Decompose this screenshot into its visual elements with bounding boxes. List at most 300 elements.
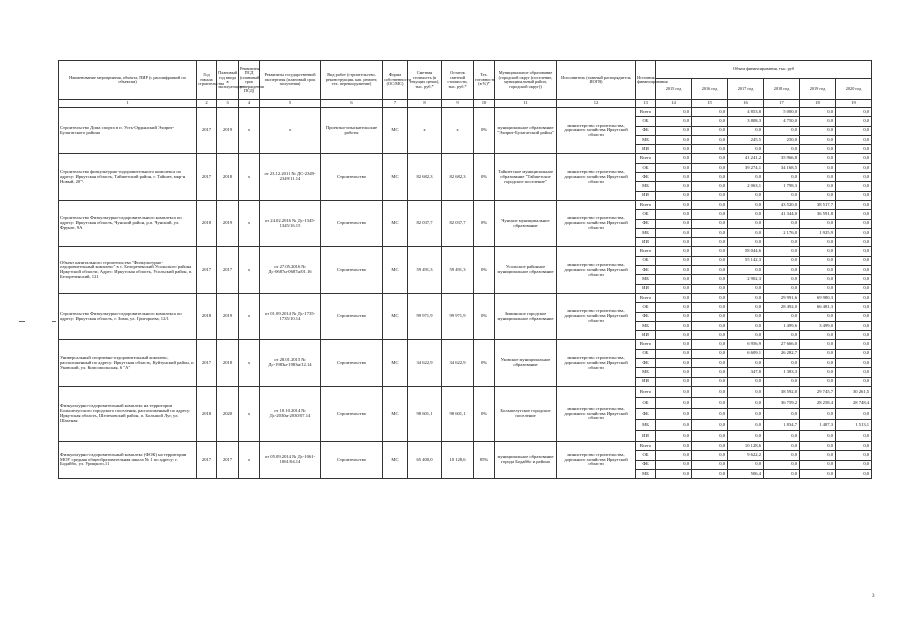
funding-value: 2 176,0 [764,228,800,237]
funding-value: 0,0 [764,359,800,368]
funding-source: МБ [636,419,656,430]
funding-value: 0,0 [656,173,692,182]
funding-value: 0,0 [728,408,764,419]
funding-value: 0,0 [800,135,836,144]
funding-value: 34 168,5 [764,163,800,172]
column-number: 10 [474,100,495,108]
funding-value: 0,0 [656,451,692,460]
funding-value: 0,0 [764,126,800,135]
funding-value: 0,0 [800,359,836,368]
funding-value: 0,0 [836,312,872,321]
header-source: Источник финансирования [636,61,656,100]
column-number: 6 [321,100,383,108]
funding-value: 0,0 [764,377,800,386]
funding-value: 2 063,1 [728,182,764,191]
municipality: Зиминское городское муниципальное образование [495,293,557,339]
funding-value: 69 980,3 [800,293,836,302]
expertise-value: от 27.05.2016 № Дс-0687н-0687н/01.16 [260,247,321,293]
funding-value: 0,0 [656,460,692,469]
funding-value: 0,0 [656,191,692,200]
funding-value: 0,0 [764,256,800,265]
funding-value: 0,0 [836,173,872,182]
funding-value: 0,0 [764,145,800,154]
header-estimate: Сметная стоимость (в текущих ценах), тыс. руб.* [408,61,442,100]
funding-value: 0,0 [656,368,692,377]
funding-value: 0,0 [800,182,836,191]
expertise-value: от 24.02.2016 № Дс-1345-1345/16.15 [260,200,321,246]
start-year: 2018 [197,293,217,339]
funding-value: 0,0 [692,419,728,430]
funding-value: 0,0 [692,108,728,117]
readiness: 0% [474,386,495,441]
funding-value: 0,0 [656,408,692,419]
funding-value: 506,4 [728,469,764,478]
header-start-year: Год начала строительства [197,61,217,100]
page-number: 3 [872,594,875,599]
remaining-cost: 34 622,9 [442,340,474,386]
funding-value: 0,0 [692,126,728,135]
funding-value: 28 748,4 [836,397,872,408]
funding-value: 0,0 [800,117,836,126]
funding-value: 0,0 [656,386,692,397]
funding-value: 9 622,2 [728,451,764,460]
municipality: Большелугское городское поселение [495,386,557,441]
funding-value: 0,0 [764,312,800,321]
estimate-cost: х [408,108,442,154]
start-year: 2017 [197,247,217,293]
table-row [59,247,872,256]
funding-value: 0,0 [692,321,728,330]
funding-value: 0,0 [656,210,692,219]
funding-source: ФБ [636,460,656,469]
funding-value: 2 902,3 [728,275,764,284]
municipality: Тайшетское муниципальное образование "Тайшетское городское поселение" [495,154,557,200]
end-year: 2019 [217,293,239,339]
ownership: МС [383,154,408,200]
funding-value: 0,0 [728,200,764,209]
header-psd: Реквизиты ПСД (плановый срок утверждения ПСД) [239,61,260,100]
funding-source: ИИ [636,284,656,293]
start-year: 2018 [197,200,217,246]
funding-value: 0,0 [836,247,872,256]
executor: министерство строительства, дорожного хозяйства Иркутской области [557,386,636,441]
header-year: 2015 год [656,79,692,100]
funding-value: 0,0 [656,284,692,293]
funding-value: 4 750,0 [764,117,800,126]
funding-value: 0,0 [764,275,800,284]
funding-value: 0,0 [764,191,800,200]
funding-source: ОБ [636,397,656,408]
funding-source: ФБ [636,312,656,321]
column-number: 2 [197,100,217,108]
funding-value: 0,0 [656,312,692,321]
funding-value: 0,0 [656,256,692,265]
municipality: Уковское муниципальное образование [495,340,557,386]
funding-value: 1 383,3 [764,368,800,377]
funding-value: 0,0 [692,210,728,219]
column-number: 15 [692,100,728,108]
funding-value: 0,0 [764,266,800,275]
work-type: Строительство [321,200,383,246]
funding-value: 0,0 [800,349,836,358]
funding-value: 0,0 [800,441,836,450]
expertise-value: от 05.09.2014 № Дс-1061-1061/04.14 [260,441,321,478]
psd-value: х [239,293,260,339]
funding-value: 0,0 [800,469,836,478]
funding-value: 0,0 [692,430,728,441]
column-number: 12 [557,100,636,108]
funding-value: 29 745,7 [800,386,836,397]
funding-value: 0,0 [728,430,764,441]
funding-value: 0,0 [692,377,728,386]
expertise-value: х [260,108,321,154]
header-year: 2019 год [800,79,836,100]
psd-value: х [239,340,260,386]
funding-value: 0,0 [800,331,836,340]
column-number: 4 [239,100,260,108]
funding-value: 39 274,1 [728,163,764,172]
table-row [59,386,872,397]
funding-source: Всего [636,293,656,302]
funding-value: 35 966,8 [764,154,800,163]
readiness: 0% [474,247,495,293]
project-name: Строительство Физкультурно-оздоровительного комплекса по адресу: Иркутская область, г. Зима, ул. Григорьева, 12/1 [59,293,197,339]
funding-value: 0,0 [764,451,800,460]
funding-value: 0,0 [692,293,728,302]
funding-source: Всего [636,154,656,163]
executor: министерство строительства, дорожного хозяйства Иркутской области [557,441,636,478]
ownership: МС [383,200,408,246]
funding-value: 0,0 [692,173,728,182]
funding-source: Всего [636,108,656,117]
table-row [59,441,872,450]
funding-value: 0,0 [692,238,728,247]
funding-value: 0,0 [692,182,728,191]
funding-value: 41 241,2 [728,154,764,163]
funding-value: 4 853,8 [728,108,764,117]
executor: министерство строительства, дорожного хозяйства Иркутской области [557,247,636,293]
start-year: 2017 [197,340,217,386]
funding-value: 0,0 [692,359,728,368]
funding-value: 0,0 [656,135,692,144]
funding-value: 55 142,3 [728,256,764,265]
expertise-value: от 28.01.2015 № Дс-1983н-1983н/12.14 [260,340,321,386]
funding-source: ИИ [636,331,656,340]
funding-value: 0,0 [800,312,836,321]
funding-value: 0,0 [836,451,872,460]
funding-value: 0,0 [800,191,836,200]
psd-value: х [239,441,260,478]
ownership: МС [383,340,408,386]
financing-table [58,60,872,479]
funding-value: 0,0 [692,163,728,172]
funding-value: 0,0 [692,154,728,163]
estimate-cost: 99 971,9 [408,293,442,339]
remaining-cost: 82 682,3 [442,154,474,200]
funding-value: 0,0 [800,451,836,460]
funding-value: 0,0 [836,238,872,247]
funding-value: 0,0 [656,200,692,209]
estimate-cost: 34 622,9 [408,340,442,386]
project-name: Объект капитального строительства "Физкультурно-оздоровительный комплекс" в с. Белореченский Усольского района Иркутской области, Адрес: Иркутская область, Усольский район, п. Белореченский, 121 [59,247,197,293]
funding-value: 0,0 [800,460,836,469]
funding-value: 0,0 [836,266,872,275]
funding-value: 0,0 [656,238,692,247]
margin-mark [19,321,25,322]
funding-source: МБ [636,469,656,478]
header-expertise: Реквизиты государственной экспертизы (плановый срок получения) [260,61,321,100]
funding-value: 0,0 [836,135,872,144]
funding-source: Всего [636,386,656,397]
funding-value: 0,0 [728,126,764,135]
funding-value: 0,0 [656,430,692,441]
funding-value: 0,0 [656,163,692,172]
funding-value: 0,0 [764,219,800,228]
funding-value: 0,0 [728,460,764,469]
funding-value: 0,0 [728,173,764,182]
funding-source: МБ [636,135,656,144]
ownership: МС [383,293,408,339]
funding-value: 0,0 [692,386,728,397]
remaining-cost: 98 601,1 [442,386,474,441]
header-readiness: Тех. готовность (в %)* [474,61,495,100]
table-row [59,293,872,302]
funding-value: 0,0 [692,331,728,340]
expertise-value: от 23.12.2011 № ДС-2349-2349/11.14 [260,154,321,200]
funding-value: 0,0 [692,368,728,377]
funding-source: ФБ [636,173,656,182]
work-type: Строительство [321,441,383,478]
funding-value: 0,0 [800,408,836,419]
funding-value: 0,0 [800,275,836,284]
funding-value: 0,0 [692,469,728,478]
funding-value: 0,0 [656,219,692,228]
funding-value: 0,0 [656,419,692,430]
municipality: муниципальное образование города Бодайбо и района [495,441,557,478]
funding-value: 0,0 [764,408,800,419]
funding-value: 0,0 [836,408,872,419]
funding-source: ИИ [636,238,656,247]
funding-source: МБ [636,182,656,191]
funding-source: ОБ [636,451,656,460]
psd-value: х [239,108,260,154]
funding-source: ОБ [636,303,656,312]
estimate-cost: 82 682,3 [408,154,442,200]
funding-value: 0,0 [800,145,836,154]
funding-value: 0,0 [836,275,872,284]
table-row [59,108,872,117]
project-name: Физкультурно-оздоровительный комплекс (ФОК) на территории МОУ средняя общеобразовательная школа № 1 по адресу: г. Бодайбо, ул. Урицкого,11 [59,441,197,478]
funding-value: 0,0 [800,256,836,265]
start-year: 2017 [197,154,217,200]
funding-source: ФБ [636,126,656,135]
funding-source: ИИ [636,377,656,386]
funding-value: 29 991,6 [764,293,800,302]
funding-source: ФБ [636,219,656,228]
funding-value: 0,0 [656,340,692,349]
funding-source: Всего [636,340,656,349]
estimate-cost: 59 491,3 [408,247,442,293]
funding-value: 0,0 [764,284,800,293]
project-name: Универсальный спортивно-оздоровительный комплекс, расположенный по адресу: Иркутская область, Куйтунский район, п. Уковский, ул. Комсомольская, 6 "А" [59,340,197,386]
expertise-value: от 01.09.2014 № Дс-1735-1735/10.14 [260,293,321,339]
table-row [59,200,872,209]
funding-value: 28 258,4 [800,397,836,408]
funding-value: 0,0 [692,408,728,419]
funding-value: 0,0 [836,441,872,450]
end-year: 2017 [217,441,239,478]
funding-value: 0,0 [836,108,872,117]
funding-value: 0,0 [836,469,872,478]
funding-value: 0,0 [728,284,764,293]
funding-value: 0,0 [728,397,764,408]
municipality: Чунское муниципальное образование [495,200,557,246]
funding-value: 0,0 [728,238,764,247]
column-number: 11 [495,100,557,108]
funding-value: 0,0 [656,228,692,237]
readiness: 0% [474,154,495,200]
funding-value: 10 128,6 [728,441,764,450]
header-funding: Объем финансирования, тыс. руб [656,61,872,79]
funding-value: 250,0 [764,135,800,144]
funding-value: 0,0 [656,293,692,302]
column-number: 5 [260,100,321,108]
funding-source: ОБ [636,117,656,126]
work-type: Строительство [321,154,383,200]
funding-value: 0,0 [764,469,800,478]
funding-source: ОБ [636,256,656,265]
project-name: Строительство Физкультурно-оздоровительного комплекса по адресу: Иркутская область, Чунский район, р.п. Чунский, ул. Фрунзе, 9А [59,200,197,246]
funding-value: 0,0 [656,266,692,275]
funding-value: 0,0 [656,441,692,450]
executor: министерство строительства, дорожного хозяйства Иркутской области [557,293,636,339]
funding-value: 0,0 [764,441,800,450]
funding-value: 0,0 [728,419,764,430]
funding-value: 0,0 [692,145,728,154]
funding-value: 0,0 [656,377,692,386]
project-name: Строительство Дома спорта в п. Усть-Ордынский Эхирит-Булагатского района [59,108,197,154]
funding-value: 0,0 [800,284,836,293]
column-number: 14 [656,100,692,108]
funding-value: 0,0 [692,312,728,321]
ownership: МС [383,386,408,441]
funding-value: 0,0 [728,145,764,154]
funding-source: ОБ [636,210,656,219]
funding-value: 0,0 [836,256,872,265]
funding-value: 0,0 [692,275,728,284]
psd-value: х [239,200,260,246]
funding-value: 1 499,6 [764,321,800,330]
column-number: 9 [442,100,474,108]
end-year: 2019 [217,108,239,154]
funding-source: ФБ [636,408,656,419]
funding-source: ОБ [636,163,656,172]
funding-value: 0,0 [656,108,692,117]
funding-value: 0,0 [836,163,872,172]
funding-source: МБ [636,228,656,237]
funding-source: ОБ [636,349,656,358]
funding-value: 0,0 [656,154,692,163]
funding-source: ИИ [636,145,656,154]
header-municipality: Муниципальное образование (городской округ (поселение, муниципальный район, городской округ)) [495,61,557,100]
funding-value: 66 481,3 [800,303,836,312]
funding-value: 0,0 [800,368,836,377]
funding-source: МБ [636,275,656,284]
executor: министерство строительства, дорожного хозяйства Иркутской области [557,154,636,200]
funding-value: 0,0 [692,191,728,200]
funding-value: 0,0 [764,430,800,441]
funding-value: 0,0 [692,303,728,312]
executor: министерство строительства, дорожного хозяйства Иркутской области [557,340,636,386]
funding-value: 0,0 [836,460,872,469]
funding-value: 0,0 [800,173,836,182]
end-year: 2018 [217,340,239,386]
funding-value: 0,0 [692,451,728,460]
ownership: МС [383,441,408,478]
psd-value: х [239,386,260,441]
start-year: 2017 [197,441,217,478]
end-year: 2017 [217,247,239,293]
funding-value: 0,0 [800,377,836,386]
funding-value: 1 798,3 [764,182,800,191]
funding-value: 0,0 [836,430,872,441]
funding-value: 3 808,3 [728,117,764,126]
funding-value: 0,0 [692,397,728,408]
funding-value: 1 925,9 [800,228,836,237]
funding-value: 0,0 [836,145,872,154]
funding-value: 0,0 [656,145,692,154]
funding-source: Всего [636,441,656,450]
funding-value: 0,0 [800,154,836,163]
funding-value: 0,0 [728,219,764,228]
header-work-type: Вид работ (строительство, реконструкция, кап. ремонт, тех. перевооружение) [321,61,383,100]
funding-value: 0,0 [656,331,692,340]
funding-value: 0,0 [800,238,836,247]
column-number: 3 [217,100,239,108]
funding-value: 0,0 [656,321,692,330]
funding-value: 347,8 [728,368,764,377]
table-row [59,154,872,163]
readiness: 0% [474,293,495,339]
funding-value: 0,0 [656,275,692,284]
work-type: Строительство [321,340,383,386]
readiness: 0% [474,108,495,154]
header-ownership: Форма собственности (ОС/МС) [383,61,408,100]
funding-value: 0,0 [800,108,836,117]
municipality: Усольское районное муниципальное образование [495,247,557,293]
project-name: Физкультурно-оздоровительный комплекс на территории Большелугского городского поселения, расположенный по адресу: Иркутская область, Шелеховский район, п. Большой Луг, ул. Шахтная [59,386,197,441]
funding-value: 0,0 [728,312,764,321]
end-year: 2020 [217,386,239,441]
funding-value: 0,0 [728,191,764,200]
funding-source: Всего [636,200,656,209]
funding-source: МБ [636,321,656,330]
funding-value: 28 492,0 [764,303,800,312]
funding-value: 0,0 [656,117,692,126]
column-number: 19 [836,100,872,108]
readiness: 85% [474,441,495,478]
funding-value: 0,0 [728,303,764,312]
funding-value: 245,5 [728,135,764,144]
funding-value: 0,0 [728,359,764,368]
start-year: 2017 [197,108,217,154]
column-number: 18 [800,100,836,108]
funding-value: 0,0 [692,284,728,293]
funding-value: 0,0 [836,284,872,293]
column-number: 17 [764,100,800,108]
header-year: 2018 год [764,79,800,100]
funding-value: 0,0 [836,303,872,312]
